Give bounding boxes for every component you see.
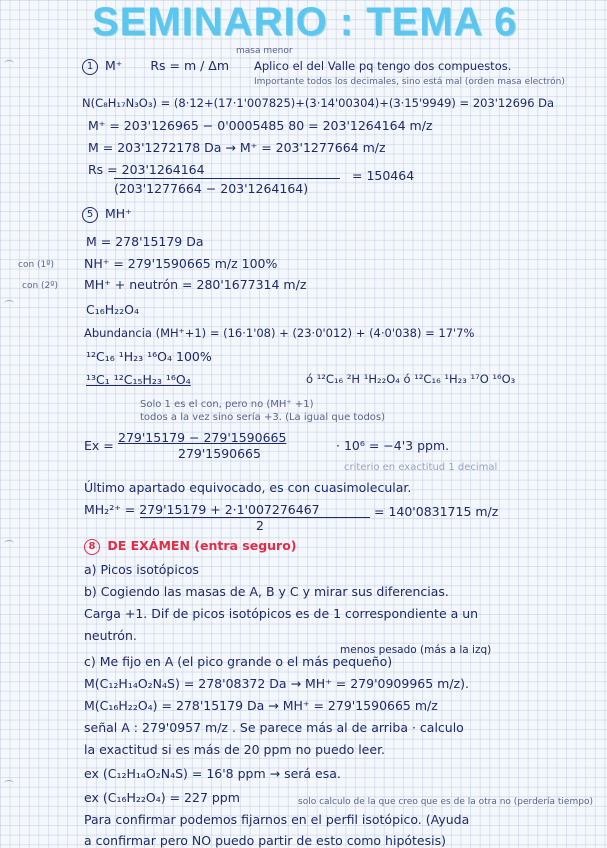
binder-hook [4,540,14,547]
line-con1: NH⁺ = 279'1590665 m/z 100% [84,256,278,271]
ex-numerator: 279'15179 − 279'1590665 [118,430,287,445]
item-c7: ex (C₁₆H₂₂O₄) = 227 ppm [84,790,240,805]
item-b2: Carga +1. Dif de picos isotópicos es de 1 correspondiente a un [84,606,479,621]
item-a: a) Picos isotópicos [84,562,199,577]
con1-prefix: con (1º) [18,260,55,270]
abundance-line: Abundancia (MH⁺+1) = (16·1'08) + (23·0'012) + (4·0'038) = 17'7% [84,326,475,340]
isotope-line1: ¹²C₁₆ ¹H₂₃ ¹⁶O₄ 100% [86,349,212,364]
binder-hook [4,300,14,307]
ex-result: · 10⁶ = −4'3 ppm. [336,438,450,453]
section-number-badge: 8 [84,539,100,555]
isotope-line2b: ó ¹²C₁₆ ²H ¹H₂₂O₄ ó ¹²C₁₆ ¹H₂₃ ¹⁷O ¹⁶O₃ [306,372,516,386]
rs-formula: Rs = m / Δm [150,58,230,73]
section1-header [82,58,229,75]
fraction-bar [140,517,370,518]
item-c6: ex (C₁₂H₁₄O₂N₄S) = 16'8 ppm → será esa. [84,766,341,781]
item-c8: Para confirmar podemos fijarnos en el perfil isotópico. (Ayuda [84,812,470,827]
mh2-denominator: 2 [256,518,264,533]
section8-heading: DE EXÁMEN (entra seguro) [107,538,297,553]
line-n-mass: N(C₈H₁₇N₃O₃) = (8·12+(17·1'007825)+(3·14'00304)+(3·15'9949) = 203'12696 Da [82,96,555,110]
item-c9: a confirmar pero NO puedo partir de esto como hipótesis) [84,833,446,848]
note-todos: todos a la vez sino sería +3. (La igual que todos) [140,412,386,423]
binder-hook [4,60,14,67]
line-m278: M = 278'15179 Da [86,234,204,249]
mh2-result: = 140'0831715 m/z [374,504,499,519]
fraction-bar [114,178,340,179]
note-masa-menor: masa menor [236,46,293,56]
rs-result: = 150464 [352,168,415,183]
item-c4: señal A : 279'0957 m/z . Se parece más al de arriba · calculo [84,720,464,735]
note-main: Aplico el del Valle pq tengo dos compuestos. [254,59,512,73]
item-b1: b) Cogiendo las masas de A, B y C y mirar sus diferencias. [84,584,449,599]
ultimo-line: Último apartado equivocado, es con cuasimolecular. [84,480,412,495]
item-c2: M(C₁₂H₁₄O₂N₄S) = 278'08372 Da → MH⁺ = 279'0909965 m/z). [84,676,469,691]
section5-header [82,206,132,223]
isotope-line2a: ¹³C₁ ¹²C₁₅H₂₃ ¹⁶O₄ [86,372,191,387]
item-c5: la exactitud si es más de 20 ppm no puedo leer. [84,742,386,757]
note-solo: Solo 1 es el con, pero no (MH⁺ +1) [140,399,314,410]
section5-label: MH⁺ [104,206,132,221]
section8-header [84,538,297,555]
c-note: menos pesado (más a la izq) [340,644,492,656]
line-m: M = 203'1272178 Da → M⁺ = 203'1277664 m/z [88,140,386,155]
item-c3: M(C₁₆H₂₂O₄) = 278'15179 Da → MH⁺ = 279'1590665 m/z [84,698,438,713]
rs-numerator: Rs = 203'1264164 [88,162,205,177]
line-mplus: M⁺ = 203'126965 − 0'0005485 80 = 203'1264164 m/z [88,118,433,133]
c7-note: solo calculo de la que creo que es de la otra no (perdería tiempo) [298,797,593,807]
ex-note: criterio en exactitud 1 decimal [344,462,498,473]
ex-label: Ex = [84,438,114,453]
note-small: Importante todos los decimales, sino está mal (orden masa electrón) [254,77,565,87]
page-title: SEMINARIO : TEMA 6 [92,0,518,44]
formula: C₁₆H₂₂O₄ [86,302,140,317]
ex-denominator: 279'1590665 [178,446,261,461]
item-c1: c) Me fijo en A (el pico grande o el más pequeño) [84,654,393,669]
section1-label: M⁺ [104,58,123,73]
mh2-numerator: MH₂²⁺ = 279'15179 + 2·1'007276467 [84,502,320,517]
section-number-badge: 5 [82,207,98,223]
con2-prefix: con (2º) [22,281,59,291]
rs-denominator: (203'1277664 − 203'1264164) [114,181,309,196]
section-number-badge: 1 [82,59,98,75]
binder-hook [4,780,14,787]
item-b3: neutrón. [84,628,137,643]
line-con2: MH⁺ + neutrón = 280'1677314 m/z [84,277,307,292]
